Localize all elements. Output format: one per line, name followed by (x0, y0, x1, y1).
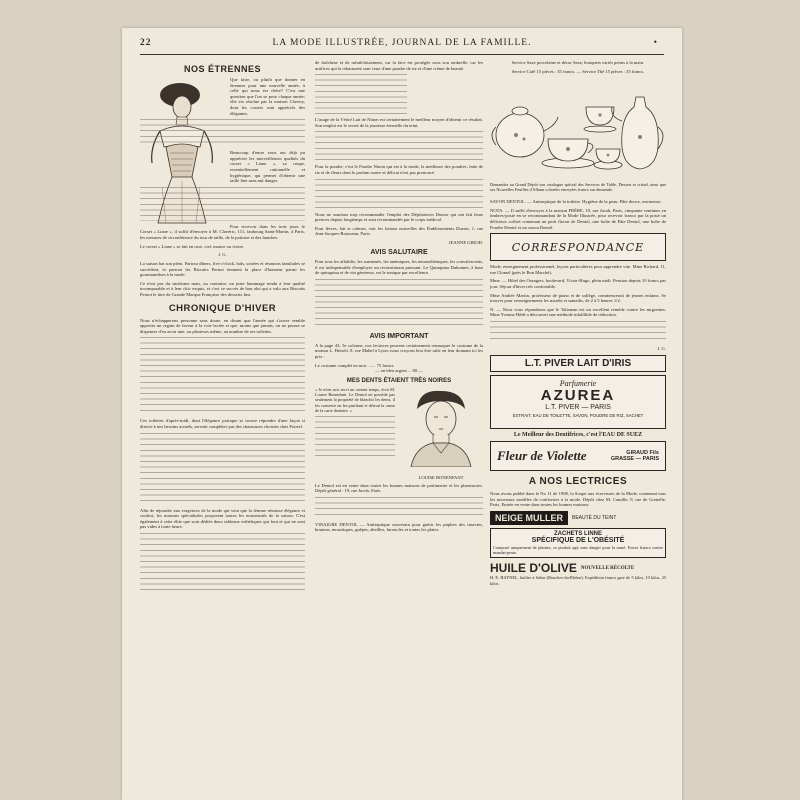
text-block (140, 433, 305, 505)
louise-bonenfant-portrait (399, 387, 483, 467)
etrennes-signature: J. G. (218, 252, 227, 258)
text-block (315, 497, 483, 519)
price-line-2: — en bleu argent ... 80 — (375, 368, 423, 374)
chronique-paragraph-3: Afin de répondre aux exigences de la mode qui veut que la femme réunisse élégance et confort, les maisons spécialisées proposent toutes les nouveautés de la saison. C'est également à cette élite que sont dédiés deux tableaux esthétiques qui font et qui ne sont pas vides à toute heure. (140, 507, 305, 530)
beauty-paragraph-5: Pour lèvres, lait et crèmes, voir les lotions nouvelles des Établissements Dusser, 1, rue Jean-Jacques-Rousseau, Paris. (315, 225, 483, 237)
text-block (315, 131, 483, 161)
lectrices-paragraph: Nous avons publié dans le No 11 de 1908, la Soupe aux écrevisses de la Mode, contenant tous les nouveaux modèles de confiseries à la mode. Dépôt chez M. Camille, 9, rue de Grenelle, Paris. Entrée en vente dans toutes les bonnes maisons. (490, 490, 666, 508)
mes-dents-paragraph: « Je m'en suis servi un certain temps, écrit M. Louise Bonenfant. Le Dentol ne possède pas seulement la propriété de blanchir les dents, il les conserve en les purifiant et détruit la cause de la carie dentaire. » (315, 386, 395, 413)
etrennes-paragraph-2: Beaucoup d'entre vous ont déjà pu apprécier les merveilleuses qualités du corset « Liane », sa coupe, essentiellement rationnelle et hygiénique, qui permet d'obtenir une taille fine sans nul danger. (230, 150, 305, 184)
zachets-linne-ad (490, 528, 666, 559)
biscuits-paragraph-1: La saison bat son plein. Partout dîners, five o'clock, bals, soirées et réunions familiales se succèdent, et partout les Biscuits Pernot tiennent la place d'honneur parmi les gourmandises à la mode. (140, 261, 305, 278)
correspondance-paragraph-4: N. — Nous vous répondrons que le Talisman est un excellent remède contre les migraines. Mme Yvonne Hédé a découvert une méthode infaillible de réduction. (490, 306, 666, 318)
text-block (140, 187, 305, 221)
price-line-1: Le costume complet en noir ....... 75 francs (315, 362, 394, 368)
beauty-paragraph-2: L'usage de la Vérité Lait de Ninon est certainement le meilleur moyen d'obtenir ce résultat. Son emploi est le secret de la jeunesse éternelle du teint. (315, 117, 483, 128)
piver-lait-iris-ad: L.T. PIVER LAIT D'IRIS (490, 355, 666, 372)
column-3 (490, 60, 666, 589)
huile-olive-paragraph: H. E. HAYNEL, huilier à Salon (Bouches-du-Rhône). Expédition franco gare de 5 kilos, 10 kilos, 25 kilos. (490, 575, 666, 586)
text-block (140, 119, 305, 147)
zachets-paragraph: Composé uniquement de plantes, ce produit agit sans danger pour la santé. Envoi franco contre mandat-poste. (493, 544, 663, 555)
etrennes-paragraph-4: Le corset « Liane » se fait en rose, ciel, mauve ou ivoire. (140, 243, 245, 249)
chronique-paragraph-1: Nous n'échapperons personne sans doute, en disant que l'année qui s'ouvre semble apporter un regain de faveur à la voie lactée et que, moins que jamais, on ne pourra se dispenser d'en avoir une, ou plusieurs même, au nombre de ses toilettes. (140, 317, 305, 334)
correspondance-paragraph-1: Mode, enseignement professionnel, leçons particulières pour apprendre vite. Mme Richard, 11, rue Clomel (près le Bon Marché). (490, 264, 666, 275)
mes-dents-heading: MES DENTS ÉTAIENT TRÈS NOIRES (346, 377, 452, 384)
tea-set-caption: Demandez au Grand Dépôt son catalogue spécial des Services de Table, Dessert et cristal, ainsi que ses Nouvelles Feuilles d'Album colorées envoyées franco sur demande. (490, 182, 666, 193)
text-block (140, 337, 305, 415)
neige-muller-title: NEIGE MULLER (490, 511, 568, 525)
column-2 (315, 60, 483, 536)
correspondance-signature: J. G. (657, 345, 666, 351)
obesite-title: SPÉCIFIQUE DE L'OBÉSITÉ (531, 536, 625, 544)
biscuits-paragraph-2: Ce n'est pas du snobisme mais, au contraire, un juste hommage rendu à leur qualité incomparable et à leur chic exquis, et c'est ce succès de bon aloi qui a valu aux Biscuits Pernot le titre de Grande Marque Française des desserts fins. (140, 280, 305, 298)
huile-olive-subtitle: NOUVELLE RÉCOLTE (580, 565, 635, 571)
avis-important-heading: AVIS IMPORTANT (369, 332, 429, 340)
service-line-1: Service Saxe porcelaine et décor Saxe, bouquets variés peints à la main. (511, 60, 645, 65)
azurea-maker: L.T. PIVER — PARIS (545, 403, 611, 411)
avis-salutaire-paragraph: Pour tous les affaiblis, les surmenés, les anémiques, les neurasthéniques, les convalescents, il est indispensable d'employer un reconstituant puissant. Le Quinquina Dubonnet, à base de quinquina et de vin généreux, est le tonique par excellence. (315, 258, 483, 276)
chronique-heading: CHRONIQUE D'HIVER (168, 302, 277, 314)
beauty-paragraph-4: Nous ne saurions trop recommander l'emploi des Dépilatoires Dusser qui ont fait leurs preuves depuis longtemps et sont recommandés par le corps médical. (315, 211, 483, 223)
huile-olive-ad (490, 561, 666, 575)
etrennes-paragraph-1: Que faire, ou plutôt que donner en étrennes pour une nouvelle année, à celle qui nous est chère? C'est une question que l'on se pose chaque année; elle est résolue par la maison Clavery, dont les corsets sont appréciés des élégantes. (230, 77, 305, 116)
portrait-caption: LOUISE BONENFANT (418, 474, 464, 480)
avis-important-paragraph: A la page 43, 5e colonne, nos lectrices peuvent certainement remarquer le costume de la maison L. Heiseli, 8, rue Mabel à Lyon; nous croyons leur être utile en leur donnant ici les prix : (315, 342, 483, 359)
service-line-2: Service Café 15 pièces : 35 francs. — Service Thé 15 pièces : 35 francs. (511, 68, 645, 74)
text-block (315, 74, 407, 114)
azurea-products: EXTRAIT, EAU DE TOILETTE, SAVON, POUDRE DE RIZ, SACHET (512, 412, 644, 418)
correspondance-paragraph-2: Mme. — Hôtel des Orangers, boulevard, Victor-Hugo, plein midi. Pension depuis 10 francs par jour. Séjour d'hiver très confortable. (490, 278, 666, 289)
huile-olive-title: HUILE D'OLIVE (490, 561, 577, 576)
text-block (315, 179, 483, 209)
porcelain-tea-set-illustration (490, 77, 666, 199)
azurea-ad (490, 375, 666, 429)
azurea-brand: AZUREA (540, 386, 616, 404)
beauty-paragraph-3: Pour la poudre, c'est le Poudre Ninon qui est à la mode, la meilleure des poudres, faite de riz et de fleurs dont le parfum suave et délicat n'est pas prononcé. (315, 164, 483, 175)
mes-dents-body (315, 387, 483, 483)
beauty-paragraph-1: de fraîcheur et de rafraîchissement, car la face est protégée sous son ombrelle, car les artifices qui la rehaussent sont ceux d'une poudre de riz et d'une crème de beauté. (315, 60, 483, 71)
neige-muller-subtitle: BEAUTÉ DU TEINT (572, 514, 617, 521)
avis-salutaire-heading: AVIS SALUTAIRE (370, 248, 428, 256)
zachets-title: ZACHETS LINNE (554, 530, 602, 537)
column-1 (140, 60, 305, 596)
giraud-brand: GIRAUD Fils (626, 449, 659, 456)
text-block (140, 533, 305, 593)
savon-dentol-paragraph: SAVON DENTOL. — Antiseptique de la toilette. Hygiène de la peau. Pâte douce, onctueuse. (490, 199, 662, 205)
mes-dents-paragraph-2: Le Dentol est en vente dans toutes les bonnes maisons de parfumerie et les pharmacies. Dépôt général : 19, rue Jacob, Paris. (315, 482, 483, 494)
lectrices-heading: A NOS LECTRICES (528, 475, 628, 487)
giraud-city: GRASSE — PARIS (610, 455, 659, 462)
page-header (140, 38, 664, 52)
header-mark: • (653, 38, 658, 48)
neige-muller-ad (490, 511, 666, 525)
correspondance-banner: CORRESPONDANCE (490, 233, 666, 261)
beauty-signature: JEANNE GIROD. (448, 239, 483, 245)
vinaigre-dentol-paragraph: VINAIGRE DENTOL — Antiseptique souverain pour guérir les piqûres des insectes, boutons, moustiques, guêpes, abeilles, furoncles et toutes les plaies. (315, 521, 483, 533)
parfumerie-label: Parfumerie (559, 378, 597, 388)
text-block (490, 321, 666, 343)
etrennes-heading: NOS ÉTRENNES (183, 64, 261, 74)
chronique-paragraph-2: Ces toilettes d'après-midi, dont l'élégance pratique se trouve répondre d'une façon si directe à nos besoins actuels, servent complètes par des chaussures choisies chez Poirrel. (140, 418, 305, 430)
magazine-page (122, 28, 682, 800)
fleur-de-violette-ad (490, 441, 666, 471)
correspondance-paragraph-3: Mme Andrée Martin, professeur de piano et de solfège, commencerait de jeunes enfants. Se trouver pour renseignements les mardis et samedis, de 2 à 5 heures 1/2. (490, 292, 666, 304)
text-block (315, 279, 483, 329)
nota-paragraph: NOTA. — Il suffit d'envoyer à la maison FRÈRE, 19, rue Jacob, Paris, cinquante centimes en timbres-poste en se recommandant de la Mode Illustrée, pour recevoir franco par la poste un délicieux coffret contenant un petit flacon de Dentol, une boîte de Pâte Dentol, une boîte de Poudre Dentol et un savon Dentol. (490, 207, 666, 230)
etrennes-paragraph-3: Pour recevoir dans les trois jours le Corset « Liane », il suffit d'envoyer à M. Clavéric, 111, faubourg Saint-Martin, à Paris, les mesures de circonférence du tour de taille, de la poitrine et des hanches. (140, 223, 305, 240)
text-block (315, 416, 395, 456)
header-rule (140, 54, 664, 55)
fleur-de-violette-title: Fleur de Violette (497, 447, 587, 463)
page-number: 22 (140, 38, 152, 48)
eau-de-suez-line: Le Meilleur des Dentifrices, c'est l'EAU DE SUEZ (513, 431, 643, 438)
journal-title: LA MODE ILLUSTRÉE, JOURNAL DE LA FAMILLE. (272, 38, 532, 48)
